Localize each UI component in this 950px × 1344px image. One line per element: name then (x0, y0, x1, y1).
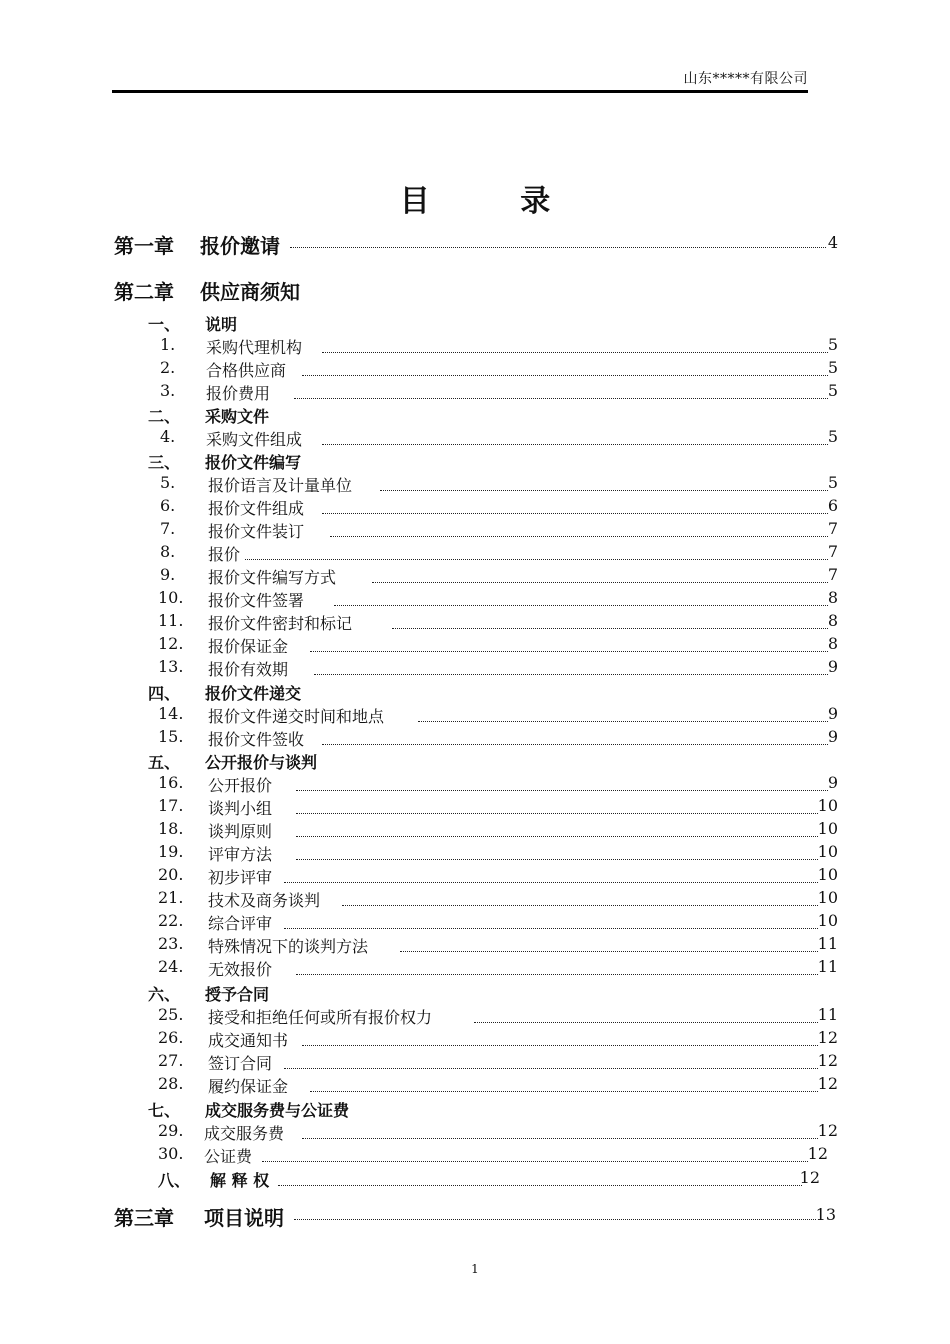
section-title: 报价文件编写 (205, 453, 302, 472)
section-label: 五、 (148, 753, 181, 772)
toc-section[interactable] (112, 750, 842, 772)
leader-dots (322, 444, 828, 445)
item-number: 3. (160, 381, 176, 400)
page-ref: 9 (827, 704, 838, 723)
page-ref: 12 (817, 1121, 838, 1140)
chapter-title: 供应商须知 (200, 280, 300, 304)
section-title: 解 释 权 (210, 1171, 270, 1190)
toc-item[interactable] (112, 335, 842, 357)
toc-item[interactable] (112, 819, 842, 841)
leader-dots (342, 905, 818, 906)
toc-section[interactable] (112, 1098, 842, 1120)
toc-item[interactable] (112, 427, 842, 449)
item-title: 报价 (208, 545, 241, 564)
leader-dots (296, 813, 818, 814)
toc-section[interactable] (112, 982, 842, 1004)
page-ref: 8 (827, 611, 838, 630)
item-title: 报价文件签收 (208, 730, 305, 749)
item-number: 20. (158, 865, 184, 884)
page-ref: 10 (817, 888, 838, 907)
leader-dots (330, 536, 828, 537)
toc-item[interactable] (112, 565, 842, 587)
item-number: 17. (158, 796, 184, 815)
leader-dots (314, 674, 828, 675)
item-number: 9. (160, 565, 176, 584)
item-number: 19. (158, 842, 184, 861)
toc-item[interactable] (112, 1121, 842, 1143)
page-ref: 12 (807, 1144, 828, 1163)
toc-item[interactable] (112, 634, 842, 656)
item-title: 特殊情况下的谈判方法 (208, 937, 369, 956)
leader-dots (334, 605, 828, 606)
leader-dots (380, 490, 828, 491)
item-title: 报价文件密封和标记 (208, 614, 353, 633)
section-title: 授予合同 (205, 985, 270, 1004)
item-title: 成交通知书 (208, 1031, 289, 1050)
item-title: 技术及商务谈判 (208, 891, 321, 910)
section-label: 四、 (148, 684, 181, 703)
leader-dots (296, 790, 828, 791)
item-title: 接受和拒绝任何或所有报价权力 (208, 1008, 433, 1027)
leader-dots (322, 513, 828, 514)
item-number: 13. (158, 657, 184, 676)
item-number: 2. (160, 358, 176, 377)
page-ref: 5 (827, 335, 838, 354)
chapter-label: 第一章 (114, 234, 174, 258)
toc-item[interactable] (112, 773, 842, 795)
item-number: 10. (158, 588, 184, 607)
page-ref: 7 (827, 542, 838, 561)
item-title: 签订合同 (208, 1054, 273, 1073)
page-ref: 8 (827, 634, 838, 653)
item-title: 合格供应商 (206, 361, 287, 380)
item-title: 报价保证金 (208, 637, 289, 656)
leader-dots (284, 1068, 818, 1069)
item-title: 综合评审 (208, 914, 273, 933)
leader-dots (392, 628, 828, 629)
toc-section[interactable] (112, 1168, 842, 1190)
item-title: 报价语言及计量单位 (208, 476, 353, 495)
page-ref: 10 (817, 865, 838, 884)
leader-dots (278, 1185, 802, 1186)
toc-item[interactable] (112, 1005, 842, 1027)
item-number: 23. (158, 934, 184, 953)
toc-item[interactable] (112, 657, 842, 679)
section-title: 说明 (205, 315, 238, 334)
item-title: 报价文件签署 (208, 591, 305, 610)
page-ref: 10 (817, 819, 838, 838)
page-ref: 13 (815, 1205, 836, 1224)
toc-section[interactable] (112, 404, 842, 426)
leader-dots (284, 882, 818, 883)
section-label: 三、 (148, 453, 181, 472)
page-ref: 11 (817, 934, 838, 953)
item-title: 报价文件装订 (208, 522, 305, 541)
toc-item[interactable] (112, 542, 842, 564)
item-number: 15. (158, 727, 184, 746)
section-title: 公开报价与谈判 (205, 753, 318, 772)
section-label: 八、 (158, 1171, 191, 1190)
leader-dots (310, 1091, 818, 1092)
page-ref: 9 (827, 773, 838, 792)
item-title: 报价文件编写方式 (208, 568, 337, 587)
leader-dots (296, 974, 818, 975)
leader-dots (418, 721, 828, 722)
toc-item[interactable] (112, 727, 842, 749)
section-title: 报价文件递交 (205, 684, 302, 703)
item-title: 初步评审 (208, 868, 273, 887)
item-title: 谈判小组 (208, 799, 273, 818)
toc-item[interactable] (112, 957, 842, 979)
toc-item[interactable] (112, 496, 842, 518)
toc-chapter-3[interactable] (112, 1202, 842, 1230)
leader-dots (296, 836, 818, 837)
page-ref: 10 (817, 842, 838, 861)
toc-item[interactable] (112, 704, 842, 726)
page-ref: 5 (827, 358, 838, 377)
page-ref: 12 (799, 1168, 820, 1187)
leader-dots (294, 398, 828, 399)
item-number: 7. (160, 519, 176, 538)
item-title: 报价文件递交时间和地点 (208, 707, 385, 726)
page-ref: 10 (817, 911, 838, 930)
item-number: 11. (158, 611, 184, 630)
item-number: 27. (158, 1051, 184, 1070)
item-number: 1. (160, 335, 176, 354)
item-number: 14. (158, 704, 184, 723)
leader-dots (372, 582, 828, 583)
item-number: 25. (158, 1005, 184, 1024)
item-title: 公证费 (204, 1147, 253, 1166)
toc-section[interactable] (112, 681, 842, 703)
item-title: 报价有效期 (208, 660, 289, 679)
item-title: 报价文件组成 (208, 499, 305, 518)
item-number: 24. (158, 957, 184, 976)
chapter-title: 项目说明 (204, 1206, 284, 1230)
leader-dots (302, 1138, 818, 1139)
item-number: 22. (158, 911, 184, 930)
page-ref: 11 (817, 1005, 838, 1024)
section-label: 一、 (148, 315, 181, 334)
toc-item[interactable] (112, 1051, 842, 1073)
item-number: 18. (158, 819, 184, 838)
page-ref: 5 (827, 427, 838, 446)
page-ref: 6 (827, 496, 838, 515)
header-company: 山东*****有限公司 (683, 71, 808, 87)
leader-dots (400, 951, 818, 952)
leader-dots (302, 1045, 818, 1046)
toc-item[interactable] (112, 842, 842, 864)
page-number: 1 (471, 1262, 479, 1276)
toc-item[interactable] (112, 796, 842, 818)
leader-dots (262, 1161, 808, 1162)
page-ref: 5 (827, 473, 838, 492)
page-ref: 9 (827, 727, 838, 746)
item-number: 29. (158, 1121, 184, 1140)
leader-dots (322, 352, 828, 353)
item-number: 5. (160, 473, 176, 492)
leader-dots (302, 375, 828, 376)
header-rule (112, 90, 808, 93)
item-number: 21. (158, 888, 184, 907)
chapter-title: 报价邀请 (200, 234, 280, 258)
chapter-label: 第二章 (114, 280, 174, 304)
page-ref: 8 (827, 588, 838, 607)
leader-dots (284, 928, 818, 929)
item-number: 12. (158, 634, 184, 653)
toc-item[interactable] (112, 358, 842, 380)
page-ref: 10 (817, 796, 838, 815)
item-title: 无效报价 (208, 960, 273, 979)
toc-item[interactable] (112, 888, 842, 910)
toc-item[interactable] (112, 865, 842, 887)
toc-item[interactable] (112, 1074, 842, 1096)
toc-item[interactable] (112, 588, 842, 610)
leader-dots (294, 1219, 816, 1220)
toc-chapter-2[interactable] (112, 276, 842, 304)
page-ref: 5 (827, 381, 838, 400)
leader-dots (245, 559, 828, 560)
page-ref: 12 (817, 1028, 838, 1047)
toc-item[interactable] (112, 519, 842, 541)
page-ref: 4 (827, 233, 838, 252)
page-ref: 7 (827, 565, 838, 584)
toc-item[interactable] (112, 1028, 842, 1050)
item-title: 谈判原则 (208, 822, 273, 841)
item-number: 26. (158, 1028, 184, 1047)
leader-dots (290, 247, 826, 248)
item-number: 8. (160, 542, 176, 561)
item-title: 成交服务费 (204, 1124, 285, 1143)
toc-item[interactable] (112, 611, 842, 633)
toc-item[interactable] (112, 934, 842, 956)
chapter-label: 第三章 (114, 1206, 174, 1230)
leader-dots (474, 1022, 818, 1023)
item-title: 公开报价 (208, 776, 273, 795)
item-number: 16. (158, 773, 184, 792)
item-number: 28. (158, 1074, 184, 1093)
page-ref: 12 (817, 1074, 838, 1093)
section-title: 采购文件 (205, 407, 270, 426)
toc-item[interactable] (112, 381, 842, 403)
item-title: 采购代理机构 (206, 338, 303, 357)
toc-item[interactable] (112, 911, 842, 933)
leader-dots (322, 744, 828, 745)
item-title: 履约保证金 (208, 1077, 289, 1096)
page-ref: 7 (827, 519, 838, 538)
item-number: 6. (160, 496, 176, 515)
item-title: 评审方法 (208, 845, 273, 864)
section-label: 六、 (148, 985, 181, 1004)
toc-title: 目 录 (399, 184, 591, 219)
page-ref: 11 (817, 957, 838, 976)
toc-chapter-1[interactable] (112, 230, 842, 258)
toc-section[interactable] (112, 312, 842, 334)
item-title: 报价费用 (206, 384, 271, 403)
section-label: 七、 (148, 1101, 181, 1120)
item-title: 采购文件组成 (206, 430, 303, 449)
leader-dots (310, 651, 828, 652)
page-ref: 9 (827, 657, 838, 676)
toc-item[interactable] (112, 1144, 842, 1166)
toc-section[interactable] (112, 450, 842, 472)
section-title: 成交服务费与公证费 (205, 1101, 350, 1120)
toc-item[interactable] (112, 473, 842, 495)
item-number: 30. (158, 1144, 184, 1163)
item-number: 4. (160, 427, 176, 446)
section-label: 二、 (148, 407, 181, 426)
page-ref: 12 (817, 1051, 838, 1070)
leader-dots (296, 859, 818, 860)
